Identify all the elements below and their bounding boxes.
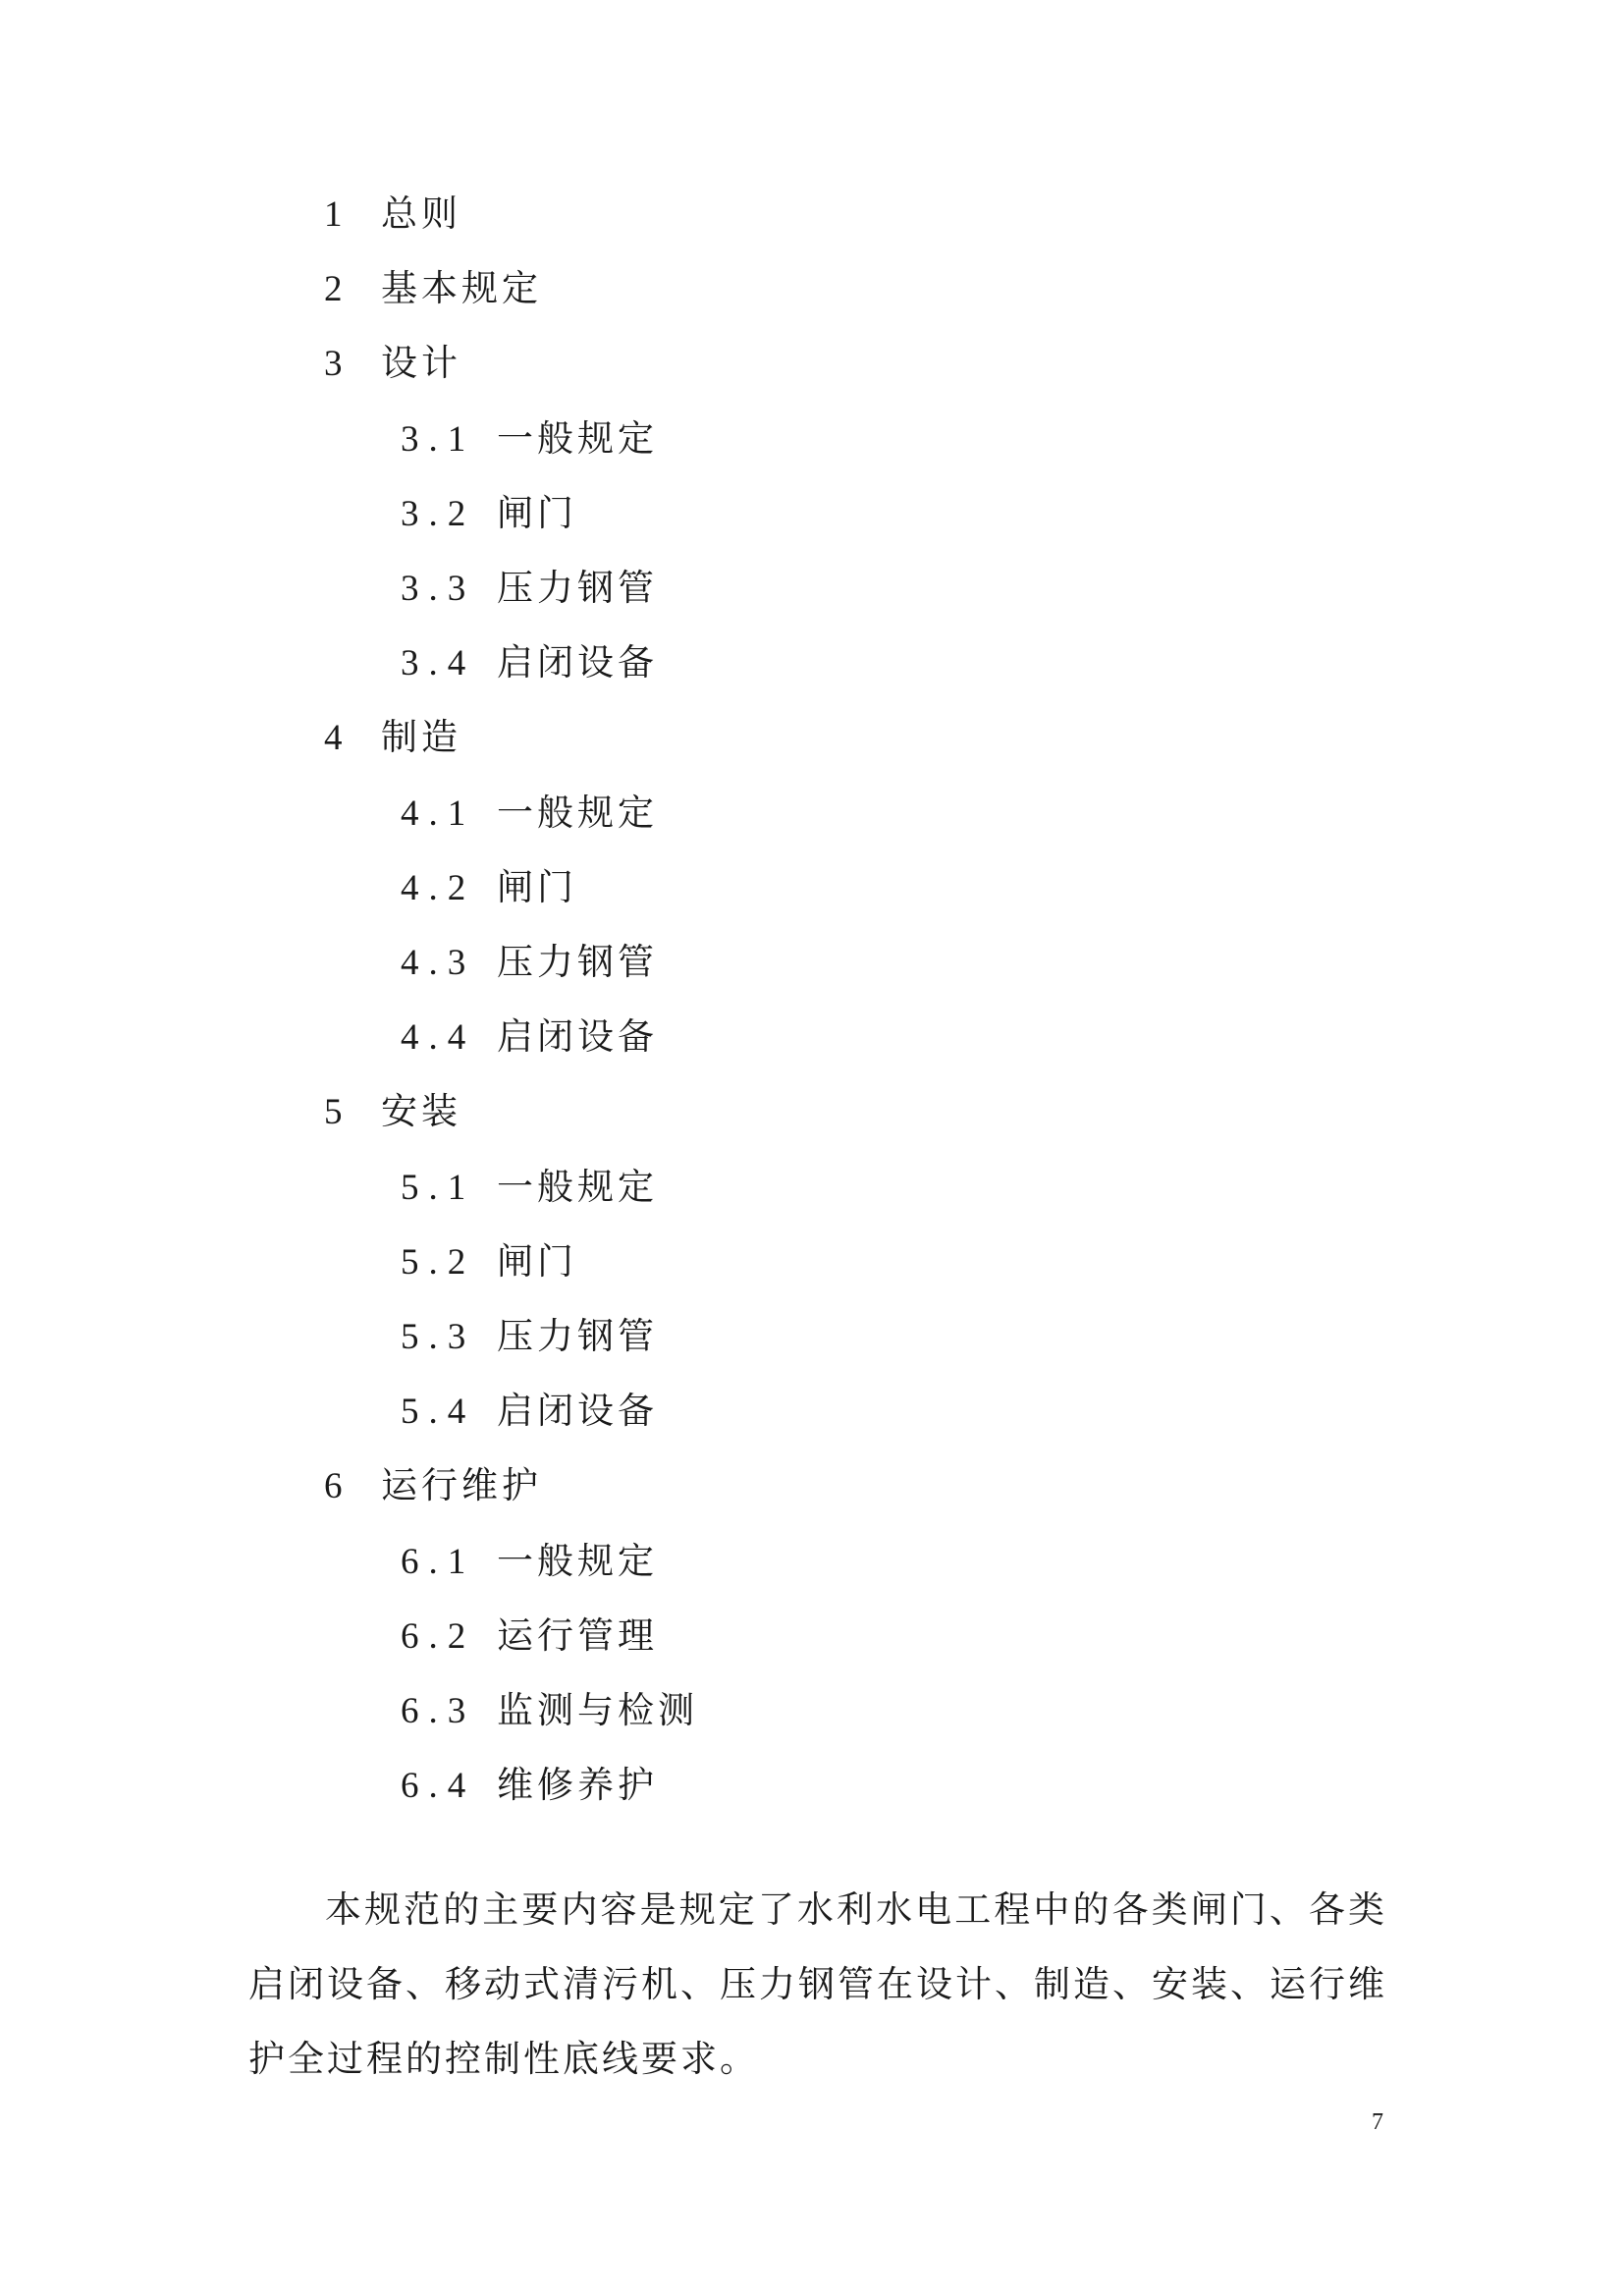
toc-subsection <box>401 1158 658 1217</box>
toc-number: 6.1 <box>401 1542 476 1582</box>
toc-title: 启闭设备 <box>497 641 658 683</box>
toc-title: 制造 <box>381 716 461 758</box>
toc-number: 5.2 <box>401 1242 476 1283</box>
toc-title: 启闭设备 <box>497 1390 658 1432</box>
toc-subsection <box>401 1607 658 1666</box>
toc-subsection <box>401 559 658 618</box>
toc-title: 闸门 <box>497 492 577 534</box>
toc-number: 1 <box>324 194 352 235</box>
toc-subsection <box>401 633 658 692</box>
toc-section <box>324 708 461 767</box>
toc-subsection <box>401 784 658 843</box>
toc-section <box>324 1082 461 1141</box>
toc-subsection <box>401 1382 658 1441</box>
toc-number: 3.3 <box>401 569 476 609</box>
toc-number: 3.4 <box>401 643 476 683</box>
toc-number: 6.3 <box>401 1691 476 1731</box>
toc-title: 总则 <box>381 192 461 235</box>
toc-title: 压力钢管 <box>497 567 658 609</box>
toc-number: 5.3 <box>401 1317 476 1357</box>
toc-number: 4 <box>324 718 352 758</box>
toc-title: 维修养护 <box>497 1764 658 1806</box>
toc-section <box>324 1456 542 1515</box>
toc-subsection <box>401 1232 577 1291</box>
toc-title: 一般规定 <box>497 417 658 460</box>
toc-number: 3 <box>324 344 352 384</box>
toc-subsection <box>401 484 577 543</box>
toc-title: 压力钢管 <box>497 1315 658 1357</box>
toc-number: 5 <box>324 1092 352 1132</box>
toc-section <box>324 185 461 244</box>
toc-subsection <box>401 933 658 992</box>
toc-title: 压力钢管 <box>497 941 658 983</box>
toc-number: 4.3 <box>401 943 476 983</box>
toc-subsection <box>401 858 577 917</box>
toc-subsection <box>401 1681 698 1740</box>
toc-number: 6.2 <box>401 1616 476 1657</box>
summary-paragraph: 本规范的主要内容是规定了水利水电工程中的各类闸门、各类启闭设备、移动式清污机、压力钢管在设计、制造、安装、运行维护全过程的控制性底线要求。 <box>248 1888 1387 2080</box>
toc-number: 6 <box>324 1466 352 1506</box>
toc-number: 5.1 <box>401 1168 476 1208</box>
toc-section <box>324 334 461 393</box>
toc-title: 闸门 <box>497 866 577 908</box>
toc-subsection <box>401 410 658 468</box>
toc-number: 4.2 <box>401 868 476 908</box>
toc-title: 运行管理 <box>497 1614 658 1657</box>
toc-title: 安装 <box>381 1090 461 1132</box>
page-number: 7 <box>1372 2109 1383 2135</box>
toc-number: 3.2 <box>401 494 476 534</box>
toc-subsection <box>401 1532 658 1591</box>
toc-subsection <box>401 1008 658 1066</box>
toc-title: 一般规定 <box>497 1166 658 1208</box>
toc-title: 设计 <box>381 342 461 384</box>
toc-number: 5.4 <box>401 1392 476 1432</box>
toc-title: 闸门 <box>497 1240 577 1283</box>
toc-title: 运行维护 <box>381 1464 542 1506</box>
toc-subsection <box>401 1307 658 1366</box>
toc-number: 2 <box>324 269 352 309</box>
toc-title: 启闭设备 <box>497 1015 658 1058</box>
toc-number: 4.4 <box>401 1017 476 1058</box>
toc-section <box>324 259 542 318</box>
toc-subsection <box>401 1756 658 1815</box>
toc-number: 6.4 <box>401 1766 476 1806</box>
toc-title: 一般规定 <box>497 1540 658 1582</box>
toc-title: 基本规定 <box>381 267 542 309</box>
toc-number: 3.1 <box>401 419 476 460</box>
toc-title: 监测与检测 <box>497 1689 698 1731</box>
toc-number: 4.1 <box>401 793 476 834</box>
toc-title: 一般规定 <box>497 792 658 834</box>
